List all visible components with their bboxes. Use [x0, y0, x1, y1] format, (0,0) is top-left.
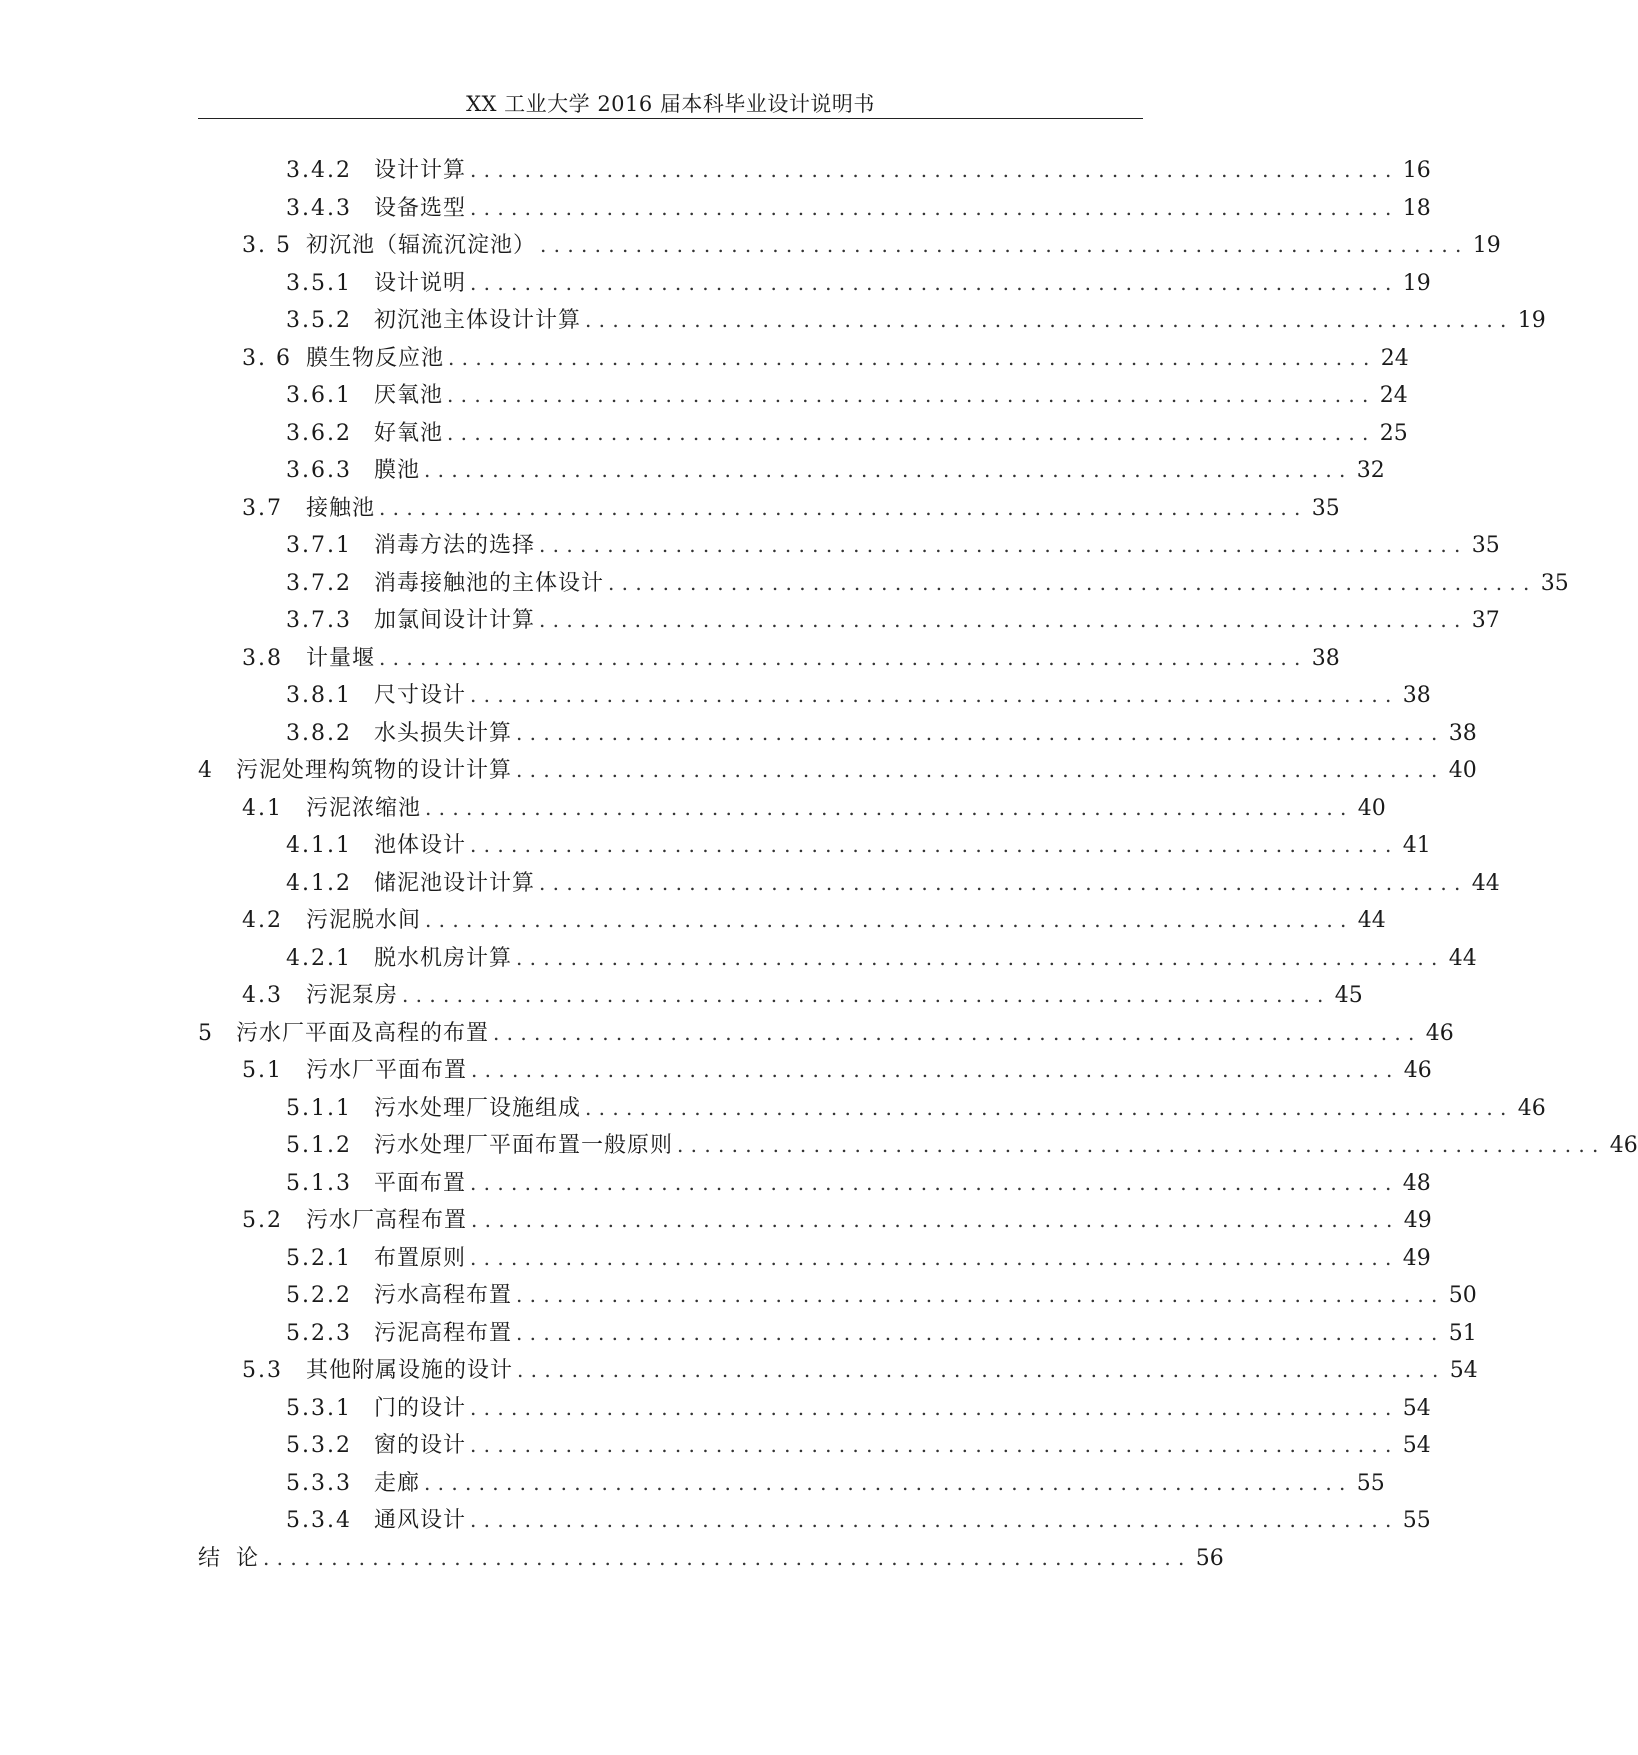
toc-entry[interactable]	[286, 1466, 1385, 1500]
toc-entry-page: 19	[1402, 270, 1431, 296]
toc-entry-title: 设计说明	[374, 270, 467, 296]
toc-dot-leader: ....................................................................	[402, 983, 1331, 1007]
toc-entry-title: 走廊	[374, 1470, 421, 1496]
toc-dot-leader: ....................................................................	[263, 1545, 1192, 1570]
toc-entry-number: 3.8.1	[286, 683, 352, 708]
toc-dot-leader: ....................................................................	[539, 870, 1468, 895]
toc-dot-leader: ....................................................................	[539, 533, 1468, 557]
toc-entry-number: 5.3	[242, 1358, 283, 1383]
toc-entry[interactable]	[286, 1278, 1477, 1312]
toc-entry-title: 消毒方法的选择	[374, 533, 536, 558]
toc-entry-number: 3.4.3	[286, 195, 352, 221]
toc-dot-leader: ....................................................................	[470, 833, 1399, 857]
toc-entry-page: 35	[1311, 495, 1340, 521]
toc-entry-page: 46	[1403, 1058, 1432, 1083]
toc-entry-page: 41	[1402, 833, 1431, 858]
toc-dot-leader: ....................................................................	[471, 1058, 1400, 1082]
toc-entry-number: 3.4.2	[286, 158, 352, 183]
toc-entry[interactable]	[242, 1203, 1432, 1237]
toc-entry[interactable]	[286, 678, 1431, 712]
toc-dot-leader: ....................................................................	[516, 1283, 1445, 1307]
toc-entry-page: 40	[1357, 795, 1386, 821]
toc-entry-number: 4.1.1	[286, 833, 352, 858]
toc-entry-title: 污水处理厂平面布置一般原则	[374, 1133, 674, 1158]
toc-entry[interactable]	[242, 341, 1409, 375]
toc-entry-title: 污泥浓缩池	[306, 795, 422, 821]
toc-entry-title: 接触池	[306, 495, 376, 521]
toc-entry[interactable]	[198, 1016, 1454, 1050]
toc-entry[interactable]	[286, 566, 1569, 600]
toc-entry[interactable]	[286, 603, 1500, 637]
toc-entry-page: 16	[1402, 158, 1431, 183]
toc-dot-leader: ....................................................................	[540, 233, 1469, 257]
toc-entry-title: 池体设计	[374, 833, 467, 858]
toc-entry[interactable]	[286, 1166, 1431, 1200]
toc-entry-title: 论	[236, 1545, 260, 1571]
toc-dot-leader: ....................................................................	[470, 1395, 1399, 1420]
toc-entry[interactable]	[286, 1241, 1431, 1275]
toc-entry-title: 初沉池（辐流沉淀池）	[306, 233, 537, 258]
toc-entry[interactable]	[242, 491, 1340, 525]
toc-entry[interactable]	[286, 716, 1477, 750]
toc-entry-number: 5.1.2	[286, 1133, 352, 1158]
toc-entry[interactable]	[242, 228, 1501, 262]
toc-entry-page: 19	[1472, 233, 1501, 258]
toc-entry-title: 水头损失计算	[374, 720, 513, 746]
toc-entry[interactable]	[242, 1353, 1478, 1387]
toc-entry-page: 46	[1425, 1020, 1454, 1046]
toc-entry-page: 24	[1380, 345, 1409, 371]
toc-entry-number: 5.2.1	[286, 1245, 352, 1271]
toc-entry-title: 其他附属设施的设计	[306, 1358, 514, 1383]
toc-entry-page: 56	[1195, 1545, 1224, 1571]
toc-entry-page: 35	[1540, 570, 1569, 596]
toc-entry-title: 设备选型	[374, 195, 467, 221]
toc-entry-number: 5.3.3	[286, 1470, 352, 1496]
toc-entry[interactable]	[242, 903, 1386, 937]
toc-dot-leader: ....................................................................	[516, 758, 1445, 782]
toc-entry[interactable]	[198, 1541, 1224, 1575]
toc-entry-number: 5.2	[242, 1208, 283, 1233]
toc-entry-title: 平面布置	[374, 1170, 467, 1196]
toc-dot-leader: ....................................................................	[516, 945, 1445, 970]
toc-dot-leader: ....................................................................	[448, 345, 1377, 370]
toc-dot-leader: ....................................................................	[539, 608, 1468, 632]
toc-entry-page: 49	[1402, 1245, 1431, 1271]
toc-entry[interactable]	[286, 528, 1500, 562]
toc-entry[interactable]	[242, 978, 1363, 1012]
toc-entry-page: 37	[1471, 608, 1500, 633]
toc-dot-leader: ....................................................................	[470, 1508, 1399, 1532]
toc-dot-leader: ....................................................................	[379, 495, 1308, 520]
toc-entry-number: 3.6.3	[286, 458, 352, 483]
toc-dot-leader: ....................................................................	[447, 420, 1376, 445]
toc-entry-page: 38	[1402, 683, 1431, 708]
toc-dot-leader: ....................................................................	[470, 1433, 1399, 1457]
toc-entry[interactable]	[286, 1503, 1431, 1537]
toc-entry-title: 好氧池	[374, 420, 444, 446]
toc-entry[interactable]	[242, 1053, 1432, 1087]
toc-entry-number: 5.3.2	[286, 1433, 352, 1458]
toc-entry[interactable]	[286, 416, 1408, 450]
toc-entry-title: 污水高程布置	[374, 1283, 513, 1308]
toc-entry-number: 3.8.2	[286, 720, 352, 746]
toc-entry[interactable]	[286, 1316, 1477, 1350]
toc-dot-leader: ....................................................................	[470, 195, 1399, 220]
toc-entry-page: 24	[1379, 383, 1408, 408]
toc-dot-leader: ....................................................................	[608, 570, 1537, 595]
toc-entry-page: 46	[1517, 1095, 1546, 1121]
toc-entry-title: 污水厂平面布置	[306, 1058, 468, 1083]
toc-entry-title: 膜生物反应池	[306, 345, 445, 371]
toc-entry-number: 3.5.1	[286, 270, 352, 296]
toc-entry-page: 55	[1402, 1508, 1431, 1533]
toc-entry-page: 44	[1357, 908, 1386, 933]
toc-dot-leader: ....................................................................	[425, 795, 1354, 820]
toc-dot-leader: ....................................................................	[424, 458, 1353, 482]
toc-entry[interactable]	[286, 153, 1431, 187]
toc-dot-leader: ....................................................................	[470, 158, 1399, 182]
toc-entry-page: 38	[1448, 720, 1477, 746]
toc-entry-page: 44	[1448, 945, 1477, 971]
toc-entry-number: 5.1.3	[286, 1170, 352, 1196]
toc-entry-number: 5.1.1	[286, 1095, 352, 1121]
toc-entry-number: 5.2.3	[286, 1320, 352, 1346]
toc-entry-number: 5.2.2	[286, 1283, 352, 1308]
toc-entry-title: 厌氧池	[374, 383, 444, 408]
toc-dot-leader: ....................................................................	[470, 1245, 1399, 1270]
toc-entry-number: 3.8	[242, 645, 283, 671]
toc-entry-number: 4	[198, 758, 214, 783]
toc-entry[interactable]	[286, 453, 1385, 487]
toc-entry-title: 通风设计	[374, 1508, 467, 1533]
toc-entry-page: 40	[1448, 758, 1477, 783]
toc-entry-page: 25	[1379, 420, 1408, 446]
toc-entry[interactable]	[286, 1128, 1638, 1162]
toc-entry-title: 污泥脱水间	[306, 908, 422, 933]
toc-entry-number: 结	[198, 1545, 223, 1571]
toc-entry-number: 4.2.1	[286, 945, 352, 971]
toc-entry-number: 3.7.3	[286, 608, 352, 633]
toc-dot-leader: ....................................................................	[447, 383, 1376, 407]
toc-entry-title: 膜池	[374, 458, 421, 483]
header-divider	[198, 118, 1143, 119]
toc-entry-number: 3. 6	[242, 345, 292, 371]
toc-dot-leader: ....................................................................	[379, 645, 1308, 670]
toc-entry-number: 4.1	[242, 795, 283, 821]
toc-entry-page: 55	[1356, 1470, 1385, 1496]
toc-entry[interactable]	[286, 266, 1431, 300]
page-header: XX 工业大学 2016 届本科毕业设计说明书	[466, 92, 875, 116]
toc-entry-page: 19	[1517, 308, 1546, 333]
toc-entry[interactable]	[286, 1428, 1431, 1462]
toc-entry-number: 3.6.1	[286, 383, 352, 408]
toc-entry-title: 污水厂高程布置	[306, 1208, 468, 1233]
toc-dot-leader: ....................................................................	[424, 1470, 1353, 1495]
toc-entry-title: 污泥高程布置	[374, 1320, 513, 1346]
toc-entry-page: 49	[1403, 1208, 1432, 1233]
toc-entry-page: 54	[1402, 1433, 1431, 1458]
toc-entry-number: 4.2	[242, 908, 283, 933]
toc-entry-page: 45	[1334, 983, 1363, 1008]
toc-entry[interactable]	[286, 378, 1408, 412]
toc-entry-page: 32	[1356, 458, 1385, 483]
toc-entry-title: 设计计算	[374, 158, 467, 183]
toc-entry-number: 4.1.2	[286, 870, 352, 896]
toc-entry[interactable]	[286, 303, 1546, 337]
toc-dot-leader: ....................................................................	[425, 908, 1354, 932]
toc-entry[interactable]	[242, 641, 1340, 675]
toc-entry-number: 5	[198, 1020, 214, 1046]
toc-dot-leader: ....................................................................	[470, 683, 1399, 707]
toc-entry-title: 尺寸设计	[374, 683, 467, 708]
toc-entry-page: 35	[1471, 533, 1500, 558]
toc-dot-leader: ....................................................................	[677, 1133, 1606, 1157]
toc-entry-title: 初沉池主体设计计算	[374, 308, 582, 333]
toc-dot-leader: ....................................................................	[470, 1170, 1399, 1195]
toc-entry-page: 44	[1471, 870, 1500, 896]
toc-entry-page: 38	[1311, 645, 1340, 671]
toc-entry[interactable]	[286, 191, 1431, 225]
toc-entry-title: 脱水机房计算	[374, 945, 513, 971]
toc-dot-leader: ....................................................................	[585, 1095, 1514, 1120]
toc-entry-number: 4.3	[242, 983, 283, 1008]
toc-entry-title: 加氯间设计计算	[374, 608, 536, 633]
toc-dot-leader: ....................................................................	[516, 720, 1445, 745]
toc-entry-number: 3.7.1	[286, 533, 352, 558]
toc-dot-leader: ....................................................................	[585, 308, 1514, 332]
toc-entry-number: 3.7	[242, 495, 283, 521]
toc-entry-page: 46	[1609, 1133, 1638, 1158]
toc-entry-number: 3.7.2	[286, 570, 352, 596]
toc-entry-title: 污水处理厂设施组成	[374, 1095, 582, 1121]
toc-entry-page: 54	[1402, 1395, 1431, 1421]
toc-entry-number: 5.1	[242, 1058, 283, 1083]
toc-entry[interactable]	[198, 753, 1477, 787]
toc-entry-title: 污泥处理构筑物的设计计算	[236, 758, 513, 783]
toc-entry-number: 5.3.4	[286, 1508, 352, 1533]
toc-dot-leader: ....................................................................	[493, 1020, 1422, 1045]
toc-entry[interactable]	[286, 828, 1431, 862]
toc-dot-leader: ....................................................................	[471, 1208, 1400, 1232]
toc-entry-title: 门的设计	[374, 1395, 467, 1421]
toc-entry[interactable]	[286, 866, 1500, 900]
toc-entry-title: 计量堰	[306, 645, 376, 671]
toc-entry-title: 布置原则	[374, 1245, 467, 1271]
toc-entry-title: 储泥池设计计算	[374, 870, 536, 896]
toc-entry-number: 3.5.2	[286, 308, 352, 333]
toc-entry-number: 3.6.2	[286, 420, 352, 446]
toc-entry[interactable]	[242, 791, 1386, 825]
toc-entry-title: 污泥泵房	[306, 983, 399, 1008]
toc-entry-page: 18	[1402, 195, 1431, 221]
toc-entry[interactable]	[286, 1391, 1431, 1425]
toc-dot-leader: ....................................................................	[517, 1358, 1446, 1382]
toc-entry-title: 消毒接触池的主体设计	[374, 570, 605, 596]
toc-entry[interactable]	[286, 1091, 1546, 1125]
toc-entry-page: 50	[1448, 1283, 1477, 1308]
toc-entry-title: 窗的设计	[374, 1433, 467, 1458]
toc-entry[interactable]	[286, 941, 1477, 975]
toc-dot-leader: ....................................................................	[470, 270, 1399, 295]
toc-entry-page: 54	[1449, 1358, 1478, 1383]
toc-dot-leader: ....................................................................	[516, 1320, 1445, 1345]
toc-entry-number: 3. 5	[242, 233, 292, 258]
toc-entry-page: 48	[1402, 1170, 1431, 1196]
toc-entry-number: 5.3.1	[286, 1395, 352, 1421]
toc-entry-page: 51	[1448, 1320, 1477, 1346]
toc-entry-title: 污水厂平面及高程的布置	[236, 1020, 490, 1046]
